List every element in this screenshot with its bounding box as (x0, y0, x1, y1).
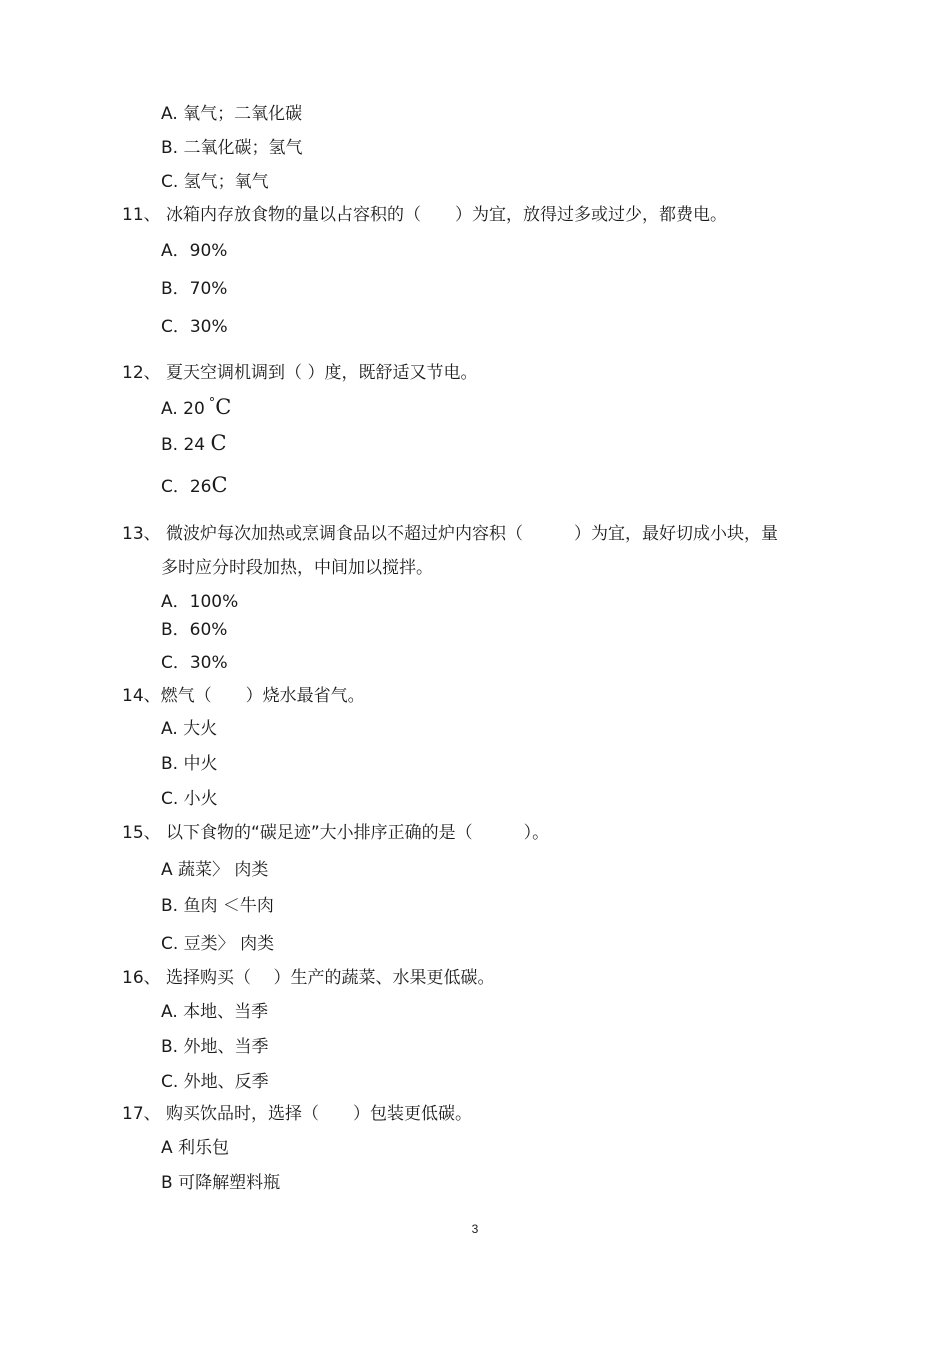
q16-option-a: A. 本地、当季 (161, 1002, 269, 1022)
q17-option-b: B 可降解塑料瓶 (161, 1173, 281, 1193)
q12-option-b (161, 432, 227, 456)
q13-stem-line1: 13、 微波炉每次加热或烹调食品以不超过炉内容积（ ）为宜，最好切成小块，量 (122, 524, 779, 544)
q15-option-b: B. 鱼肉 ＜牛肉 (161, 896, 274, 916)
q16-option-b: B. 外地、当季 (161, 1037, 269, 1057)
celsius-unit: C (210, 431, 227, 455)
q11-option-a: A．90% (161, 241, 228, 261)
q12-option-a-value: A. 20 (161, 399, 205, 419)
q14-option-b: B. 中火 (161, 754, 218, 774)
q17-stem: 17、 购买饮品时，选择（ ）包装更低碳。 (122, 1104, 473, 1124)
q12-stem: 12、 夏天空调机调到（ ）度，既舒适又节电。 (122, 363, 478, 383)
q16-stem: 16、 选择购买（ ）生产的蔬菜、水果更低碳。 (122, 968, 495, 988)
celsius-unit: C (215, 395, 232, 419)
q12-option-c-value: C．26 (161, 477, 212, 497)
q13-option-a: A．100% (161, 592, 239, 612)
q12-option-a (161, 396, 231, 422)
q15-option-c: C. 豆类〉 肉类 (161, 934, 275, 954)
page-number: 3 (471, 1222, 479, 1236)
q12-option-c (161, 474, 228, 498)
q11-stem: 11、 冰箱内存放食物的量以占容积的（ ）为宜，放得过多或过少，都费电。 (122, 205, 728, 225)
q11-option-b: B．70% (161, 279, 228, 299)
q13-option-c: C．30% (161, 653, 228, 673)
q13-stem-line2: 多时应分时段加热，中间加以搅拌。 (161, 558, 433, 578)
q15-stem: 15、 以下食物的“碳足迹”大小排序正确的是（ ）。 (122, 823, 550, 843)
q14-option-a: A. 大火 (161, 719, 218, 739)
q16-option-c: C. 外地、反季 (161, 1072, 269, 1092)
q10-option-b: B. 二氧化碳；氢气 (161, 138, 303, 158)
q10-option-c: C. 氢气；氧气 (161, 172, 269, 192)
q14-option-c: C. 小火 (161, 789, 218, 809)
q11-option-c: C．30% (161, 317, 228, 337)
q15-option-a: A 蔬菜〉 肉类 (161, 860, 269, 880)
degree-symbol: ° (208, 396, 216, 411)
q10-option-a: A. 氧气；二氧化碳 (161, 104, 303, 124)
celsius-unit: C (211, 473, 228, 497)
q17-option-a: A 利乐包 (161, 1138, 230, 1158)
q12-option-b-value: B. 24 (161, 435, 206, 455)
q13-option-b: B．60% (161, 620, 228, 640)
q14-stem: 14、燃气（ ）烧水最省气。 (122, 686, 365, 706)
